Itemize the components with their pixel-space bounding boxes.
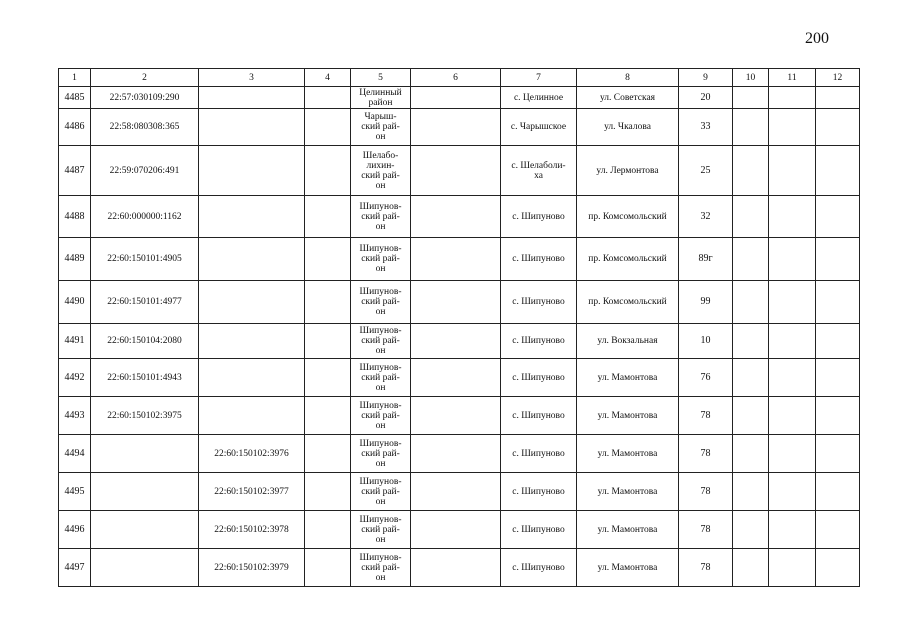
empty-cell [305, 324, 351, 359]
column-header: 6 [411, 69, 501, 87]
cadastral-number-cell: 22:60:150101:4905 [91, 238, 199, 281]
settlement-cell: с. Целинное [501, 87, 577, 109]
district-cell: Шипунов- ский рай- он [351, 511, 411, 549]
table-row [59, 473, 860, 511]
row-number-cell: 4488 [59, 196, 91, 238]
cadastral-number-cell: 22:60:150102:3975 [91, 397, 199, 435]
cadastral-number-cell-2 [199, 87, 305, 109]
column-header: 11 [769, 69, 816, 87]
empty-cell [411, 238, 501, 281]
empty-cell [305, 87, 351, 109]
empty-cell [733, 473, 769, 511]
empty-cell [733, 511, 769, 549]
empty-cell [769, 324, 816, 359]
street-cell: ул. Советская [577, 87, 679, 109]
cadastral-number-cell: 22:60:150101:4943 [91, 359, 199, 397]
row-number-cell: 4487 [59, 146, 91, 196]
empty-cell [733, 238, 769, 281]
district-cell: Шипунов- ский рай- он [351, 359, 411, 397]
settlement-cell: с. Шипуново [501, 549, 577, 587]
settlement-cell: с. Шипуново [501, 238, 577, 281]
empty-cell [411, 359, 501, 397]
table-row [59, 196, 860, 238]
column-header: 1 [59, 69, 91, 87]
street-cell: пр. Комсомольский [577, 281, 679, 324]
cadastral-number-cell-2: 22:60:150102:3976 [199, 435, 305, 473]
empty-cell [769, 473, 816, 511]
empty-cell [733, 281, 769, 324]
street-cell: ул. Чкалова [577, 109, 679, 146]
empty-cell [305, 473, 351, 511]
table-row [59, 511, 860, 549]
street-cell: ул. Вокзальная [577, 324, 679, 359]
settlement-cell: с. Шипуново [501, 435, 577, 473]
empty-cell [411, 281, 501, 324]
empty-cell [733, 359, 769, 397]
row-number-cell: 4496 [59, 511, 91, 549]
table-row [59, 324, 860, 359]
cadastral-number-cell [91, 549, 199, 587]
district-cell: Целинный район [351, 87, 411, 109]
column-header: 4 [305, 69, 351, 87]
house-number-cell: 78 [679, 511, 733, 549]
street-cell: ул. Мамонтова [577, 435, 679, 473]
cadastral-number-cell-2 [199, 109, 305, 146]
empty-cell [816, 87, 860, 109]
district-cell: Шипунов- ский рай- он [351, 473, 411, 511]
street-cell: ул. Мамонтова [577, 549, 679, 587]
empty-cell [816, 324, 860, 359]
cadastral-number-cell [91, 435, 199, 473]
cadastral-number-cell-2 [199, 324, 305, 359]
table-row [59, 435, 860, 473]
empty-cell [305, 359, 351, 397]
empty-cell [816, 473, 860, 511]
cadastral-number-cell: 22:58:080308:365 [91, 109, 199, 146]
column-header: 9 [679, 69, 733, 87]
district-cell: Шипунов- ский рай- он [351, 397, 411, 435]
column-header: 5 [351, 69, 411, 87]
empty-cell [411, 146, 501, 196]
street-cell: пр. Комсомольский [577, 238, 679, 281]
settlement-cell: с. Шипуново [501, 281, 577, 324]
empty-cell [816, 359, 860, 397]
empty-cell [411, 473, 501, 511]
empty-cell [816, 281, 860, 324]
district-cell: Шипунов- ский рай- он [351, 196, 411, 238]
empty-cell [411, 549, 501, 587]
settlement-cell: с. Шипуново [501, 397, 577, 435]
empty-cell [305, 109, 351, 146]
district-cell: Шипунов- ский рай- он [351, 435, 411, 473]
cadastral-number-cell: 22:60:150101:4977 [91, 281, 199, 324]
district-cell: Шипунов- ский рай- он [351, 549, 411, 587]
empty-cell [816, 196, 860, 238]
row-number-cell: 4492 [59, 359, 91, 397]
house-number-cell: 78 [679, 549, 733, 587]
empty-cell [411, 435, 501, 473]
empty-cell [769, 109, 816, 146]
settlement-cell: с. Шипуново [501, 324, 577, 359]
registry-table [58, 68, 860, 587]
column-header: 2 [91, 69, 199, 87]
empty-cell [733, 146, 769, 196]
house-number-cell: 78 [679, 397, 733, 435]
row-number-cell: 4485 [59, 87, 91, 109]
table-body [59, 87, 860, 587]
row-number-cell: 4494 [59, 435, 91, 473]
cadastral-number-cell-2 [199, 281, 305, 324]
empty-cell [411, 87, 501, 109]
empty-cell [305, 238, 351, 281]
empty-cell [769, 196, 816, 238]
district-cell: Чарыш- ский рай- он [351, 109, 411, 146]
house-number-cell: 33 [679, 109, 733, 146]
table-row [59, 87, 860, 109]
cadastral-number-cell: 22:60:000000:1162 [91, 196, 199, 238]
district-cell: Шипунов- ский рай- он [351, 238, 411, 281]
street-cell: ул. Мамонтова [577, 359, 679, 397]
table-row [59, 146, 860, 196]
table-row [59, 109, 860, 146]
empty-cell [769, 238, 816, 281]
column-header: 7 [501, 69, 577, 87]
empty-cell [733, 109, 769, 146]
row-number-cell: 4497 [59, 549, 91, 587]
table-row [59, 359, 860, 397]
empty-cell [769, 435, 816, 473]
empty-cell [733, 549, 769, 587]
row-number-cell: 4490 [59, 281, 91, 324]
empty-cell [816, 397, 860, 435]
table-row [59, 281, 860, 324]
empty-cell [305, 397, 351, 435]
street-cell: пр. Комсомольский [577, 196, 679, 238]
page-number: 200 [805, 30, 829, 47]
house-number-cell: 89г [679, 238, 733, 281]
empty-cell [305, 511, 351, 549]
house-number-cell: 78 [679, 473, 733, 511]
settlement-cell: с. Шипуново [501, 511, 577, 549]
empty-cell [733, 435, 769, 473]
cadastral-number-cell: 22:60:150104:2080 [91, 324, 199, 359]
empty-cell [411, 109, 501, 146]
column-header: 3 [199, 69, 305, 87]
district-cell: Шелабо- лихин- ский рай- он [351, 146, 411, 196]
empty-cell [816, 238, 860, 281]
street-cell: ул. Мамонтова [577, 397, 679, 435]
cadastral-number-cell-2 [199, 397, 305, 435]
cadastral-number-cell-2: 22:60:150102:3978 [199, 511, 305, 549]
empty-cell [769, 87, 816, 109]
empty-cell [769, 511, 816, 549]
table-row [59, 549, 860, 587]
street-cell: ул. Мамонтова [577, 473, 679, 511]
empty-cell [769, 146, 816, 196]
empty-cell [411, 511, 501, 549]
settlement-cell: с. Шелаболи- ха [501, 146, 577, 196]
settlement-cell: с. Чарышское [501, 109, 577, 146]
street-cell: ул. Лермонтова [577, 146, 679, 196]
cadastral-number-cell-2 [199, 196, 305, 238]
empty-cell [733, 397, 769, 435]
house-number-cell: 99 [679, 281, 733, 324]
cadastral-number-cell-2 [199, 238, 305, 281]
house-number-cell: 76 [679, 359, 733, 397]
house-number-cell: 32 [679, 196, 733, 238]
empty-cell [411, 324, 501, 359]
cadastral-number-cell-2 [199, 359, 305, 397]
column-header: 12 [816, 69, 860, 87]
row-number-cell: 4486 [59, 109, 91, 146]
empty-cell [769, 549, 816, 587]
row-number-cell: 4493 [59, 397, 91, 435]
house-number-cell: 20 [679, 87, 733, 109]
row-number-cell: 4495 [59, 473, 91, 511]
empty-cell [305, 281, 351, 324]
house-number-cell: 78 [679, 435, 733, 473]
empty-cell [816, 549, 860, 587]
cadastral-number-cell [91, 511, 199, 549]
cadastral-number-cell-2: 22:60:150102:3979 [199, 549, 305, 587]
empty-cell [769, 281, 816, 324]
settlement-cell: с. Шипуново [501, 473, 577, 511]
cadastral-number-cell [91, 473, 199, 511]
empty-cell [733, 324, 769, 359]
cadastral-number-cell-2 [199, 146, 305, 196]
settlement-cell: с. Шипуново [501, 359, 577, 397]
table-row [59, 238, 860, 281]
empty-cell [733, 87, 769, 109]
empty-cell [816, 511, 860, 549]
district-cell: Шипунов- ский рай- он [351, 281, 411, 324]
row-number-cell: 4491 [59, 324, 91, 359]
house-number-cell: 10 [679, 324, 733, 359]
house-number-cell: 25 [679, 146, 733, 196]
column-header: 8 [577, 69, 679, 87]
table-row [59, 397, 860, 435]
empty-cell [769, 397, 816, 435]
empty-cell [305, 435, 351, 473]
empty-cell [411, 397, 501, 435]
table-header-row [59, 69, 860, 87]
empty-cell [305, 549, 351, 587]
empty-cell [769, 359, 816, 397]
row-number-cell: 4489 [59, 238, 91, 281]
cadastral-number-cell: 22:57:030109:290 [91, 87, 199, 109]
empty-cell [816, 435, 860, 473]
empty-cell [816, 109, 860, 146]
settlement-cell: с. Шипуново [501, 196, 577, 238]
cadastral-number-cell: 22:59:070206:491 [91, 146, 199, 196]
cadastral-number-cell-2: 22:60:150102:3977 [199, 473, 305, 511]
empty-cell [816, 146, 860, 196]
district-cell: Шипунов- ский рай- он [351, 324, 411, 359]
column-header: 10 [733, 69, 769, 87]
empty-cell [305, 196, 351, 238]
empty-cell [305, 146, 351, 196]
empty-cell [733, 196, 769, 238]
empty-cell [411, 196, 501, 238]
street-cell: ул. Мамонтова [577, 511, 679, 549]
